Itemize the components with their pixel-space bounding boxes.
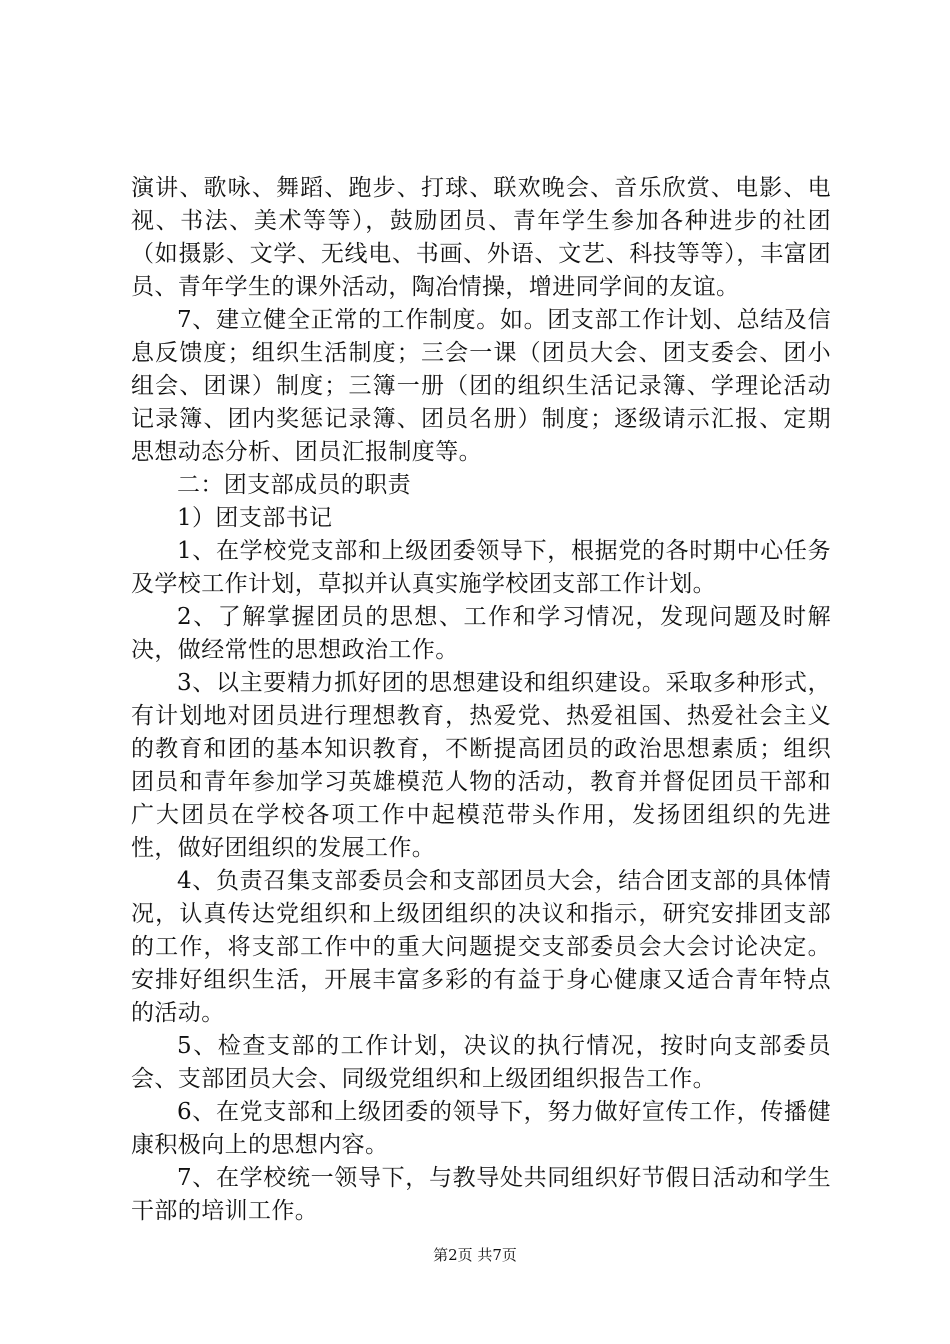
paragraph-item-7-work-system: 7、建立健全正常的工作制度。如。团支部工作计划、总结及信息反馈度；组织生活制度；三会一课（团员大会、团支委会、团小组会、团课）制度；三簿一册（团的组织生活记录簿、学理论活动记录簿、团内奖惩记录簿、团员名册）制度；逐级请示汇报、定期思想动态分析、团员汇报制度等。 — [131, 307, 831, 465]
paragraph-duty-6: 6、在党支部和上级团委的领导下，努力做好宣传工作，传播健康积极向上的思想内容。 — [131, 1099, 831, 1158]
page-number-footer: 第2页 共7页 — [433, 1246, 517, 1264]
paragraph-duty-7: 7、在学校统一领导下，与教导处共同组织好节假日活动和学生干部的培训工作。 — [131, 1165, 831, 1224]
paragraph-duty-4: 4、负责召集支部委员会和支部团员大会，结合团支部的具体情况，认真传达党组织和上级团组织的决议和指示，研究安排团支部的工作，将支部工作中的重大问题提交支部委员会大会讨论决定。安排好组织生活，开展丰富多彩的有益于身心健康又适合青年特点的活动。 — [131, 868, 831, 1026]
paragraph-duty-5: 5、检查支部的工作计划，决议的执行情况，按时向支部委员会、支部团员大会、同级党组织和上级团组织报告工作。 — [131, 1033, 831, 1092]
section-heading-member-duties: 二：团支部成员的职责 — [177, 472, 411, 498]
document-body — [131, 172, 831, 1228]
paragraph-duty-2: 2、了解掌握团员的思想、工作和学习情况，发现问题及时解决，做经常性的思想政治工作。 — [131, 604, 831, 663]
paragraph-duty-1: 1、在学校党支部和上级团委领导下，根据党的各时期中心任务及学校工作计划，草拟并认真实施学校团支部工作计划。 — [131, 538, 831, 597]
subsection-heading-branch-secretary: 1）团支部书记 — [177, 505, 333, 531]
paragraph-duty-3: 3、以主要精力抓好团的思想建设和组织建设。采取多种形式，有计划地对团员进行理想教育，热爱党、热爱祖国、热爱社会主义的教育和团的基本知识教育，不断提高团员的政治思想素质；组织团员和青年参加学习英雄模范人物的活动，教育并督促团员干部和广大团员在学校各项工作中起模范带头作用，发扬团组织的先进性，做好团组织的发展工作。 — [131, 670, 831, 861]
paragraph-activities-continued: 演讲、歌咏、舞蹈、跑步、打球、联欢晚会、音乐欣赏、电影、电视、书法、美术等等），鼓励团员、青年学生参加各种进步的社团（如摄影、文学、无线电、书画、外语、文艺、科技等等），丰富团员、青年学生的课外活动，陶冶情操，增进同学间的友谊。 — [131, 175, 831, 300]
